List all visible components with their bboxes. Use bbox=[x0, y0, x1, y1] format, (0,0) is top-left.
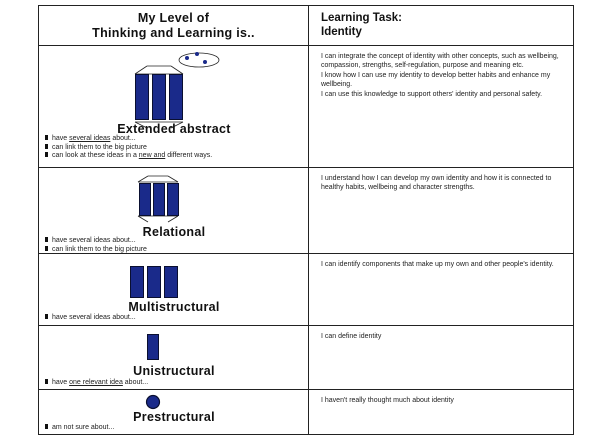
level-descriptors bbox=[45, 237, 303, 254]
header-right-line2: Identity bbox=[321, 26, 362, 38]
descriptor: have several ideas about... bbox=[45, 135, 303, 144]
level-cell bbox=[39, 46, 309, 167]
task-cell bbox=[321, 52, 566, 99]
level-descriptors bbox=[45, 424, 303, 433]
task-cell bbox=[321, 260, 566, 269]
task-statement: I understand how I can develop my own identity and how it is connected to healthy habits, wellbeing and character strengths. bbox=[321, 175, 552, 192]
level-name: Extended abstract bbox=[117, 122, 231, 136]
row-prestructural bbox=[39, 390, 573, 434]
task-statement: I can identify components that make up my own and other people's identity. bbox=[321, 261, 554, 268]
descriptor: have one relevant idea about... bbox=[45, 379, 303, 388]
row-unistructural bbox=[39, 326, 573, 390]
level-descriptors bbox=[45, 314, 303, 323]
solo-taxonomy-table bbox=[38, 5, 574, 435]
level-descriptors bbox=[45, 135, 303, 161]
descriptor: can link them to the big picture bbox=[45, 246, 303, 255]
task-cell bbox=[321, 396, 566, 405]
row-multistructural bbox=[39, 254, 573, 326]
task-cell bbox=[321, 332, 566, 341]
level-cell bbox=[39, 390, 309, 434]
descriptor: can link them to the big picture bbox=[45, 144, 303, 153]
task-statement: I haven't really thought much about identity bbox=[321, 397, 454, 404]
descriptor: can look at these ideas in a new and different ways. bbox=[45, 152, 303, 161]
header-left-line1: My Level of bbox=[137, 11, 210, 25]
row-extended-abstract bbox=[39, 46, 573, 168]
task-statement: I can define identity bbox=[321, 333, 382, 340]
level-descriptors bbox=[45, 379, 303, 388]
row-relational bbox=[39, 168, 573, 254]
level-name: Unistructural bbox=[133, 364, 215, 378]
header-left-line2: Thinking and Learning is.. bbox=[92, 26, 255, 40]
level-cell bbox=[39, 168, 309, 253]
level-name: Multistructural bbox=[128, 300, 220, 314]
task-statement: I can integrate the concept of identity with other concepts, such as wellbeing, compassion, strengths, self-regulation, purpose and meaning etc. bbox=[321, 53, 559, 70]
unistructural-icon bbox=[147, 334, 159, 360]
level-cell bbox=[39, 326, 309, 389]
descriptor: have several ideas about... bbox=[45, 314, 303, 323]
task-cell bbox=[321, 174, 566, 193]
task-statement: I can use this knowledge to support others' identity and personal safety. bbox=[321, 90, 543, 98]
descriptor: have several ideas about... bbox=[45, 237, 303, 246]
task-statement: I know how I can use my identity to develop better habits and enhance my wellbeing. bbox=[321, 71, 551, 89]
level-name: Prestructural bbox=[133, 410, 215, 424]
level-name: Relational bbox=[142, 225, 206, 239]
header-learning-task bbox=[309, 6, 573, 46]
descriptor: am not sure about... bbox=[45, 424, 303, 433]
header-thinking-level bbox=[39, 6, 309, 46]
level-cell bbox=[39, 254, 309, 325]
header-right-line1: Learning Task: bbox=[321, 12, 402, 24]
